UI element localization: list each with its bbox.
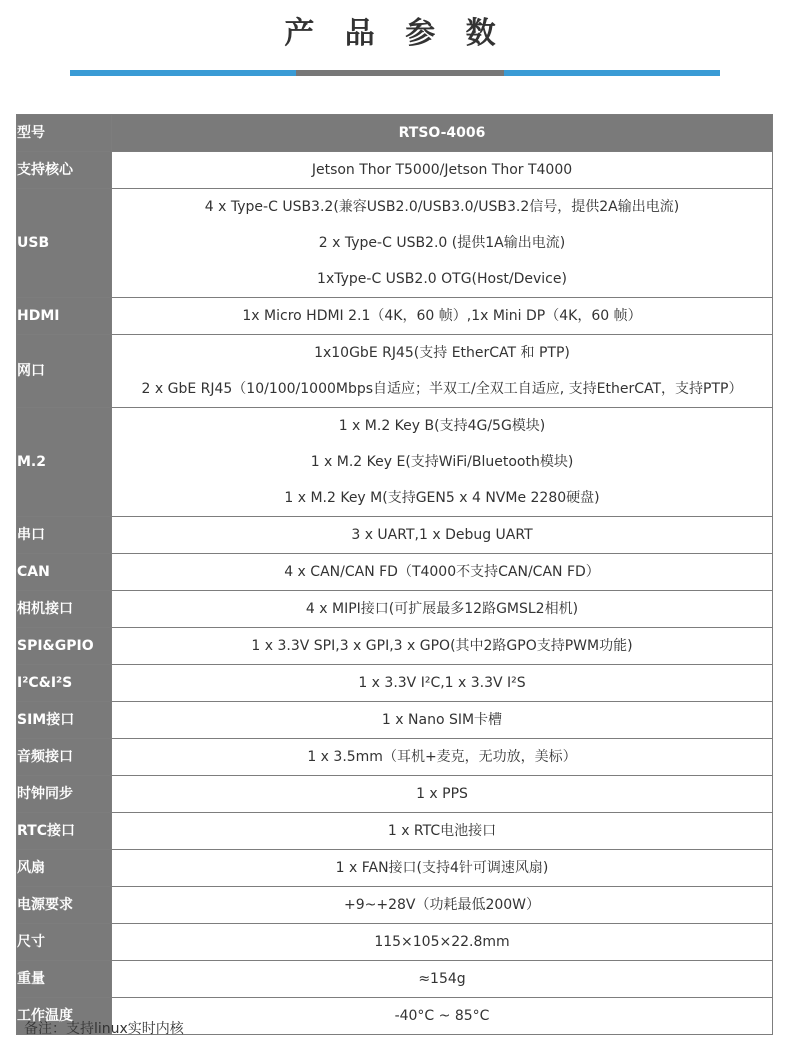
- spec-value-line: Jetson Thor T5000/Jetson Thor T4000: [311, 162, 573, 178]
- spec-value-line: 1 x PPS: [416, 786, 468, 802]
- spec-value-line: 115×105×22.8mm: [374, 934, 510, 950]
- table-row: [17, 887, 773, 924]
- spec-value-cell: [112, 924, 773, 961]
- spec-value-line: 1 x 3.5mm（耳机+麦克，无功放，美标）: [307, 749, 577, 765]
- table-row: [17, 702, 773, 739]
- table-row: [17, 961, 773, 998]
- table-row: [17, 628, 773, 665]
- spec-table: [16, 114, 773, 1035]
- title-underline-middle: [296, 70, 504, 76]
- spec-value-line: 1 x M.2 Key B(支持4G/5G模块): [338, 418, 546, 434]
- spec-value-cell: [112, 335, 773, 408]
- spec-value-cell: [112, 813, 773, 850]
- table-row: [17, 665, 773, 702]
- spec-key-cell: SIM接口: [17, 702, 112, 739]
- table-row: [17, 298, 773, 335]
- spec-key-cell: 网口: [17, 335, 112, 408]
- spec-value-line: 1x10GbE RJ45(支持 EtherCAT 和 PTP): [314, 345, 570, 361]
- spec-value-line: 1xType-C USB2.0 OTG(Host/Device): [317, 271, 567, 287]
- table-header-row: [17, 115, 773, 152]
- spec-key-cell: I²C&I²S: [17, 665, 112, 702]
- table-row: [17, 189, 773, 298]
- spec-value-line: 1 x M.2 Key E(支持WiFi/Bluetooth模块): [310, 454, 574, 470]
- spec-value-cell: [112, 628, 773, 665]
- table-row: [17, 554, 773, 591]
- spec-key-cell: 工作温度: [17, 998, 112, 1035]
- spec-value-cell: [112, 298, 773, 335]
- spec-value-cell: [112, 776, 773, 813]
- spec-key-cell: 支持核心: [17, 152, 112, 189]
- spec-key-cell: 相机接口: [17, 591, 112, 628]
- spec-value-cell: [112, 591, 773, 628]
- spec-value-line: 1x Micro HDMI 2.1（4K，60 帧）,1x Mini DP（4K，60 帧）: [242, 308, 642, 324]
- table-row: [17, 850, 773, 887]
- page-title: 产 品 参 数: [284, 16, 506, 51]
- spec-value-line: 1 x FAN接口(支持4针可调速风扇): [335, 860, 549, 876]
- spec-key-cell: CAN: [17, 554, 112, 591]
- spec-key-cell: M.2: [17, 408, 112, 517]
- header-key-cell: 型号: [17, 115, 112, 152]
- spec-value-cell: [112, 702, 773, 739]
- spec-key-cell: 尺寸: [17, 924, 112, 961]
- spec-value-line: 1 x RTC电池接口: [387, 823, 497, 839]
- title-underline-left: [70, 70, 296, 76]
- spec-value-cell: [112, 850, 773, 887]
- spec-value-cell: [112, 665, 773, 702]
- spec-value-line: -40°C ~ 85°C: [394, 1008, 490, 1024]
- spec-value-line: 1 x 3.3V I²C,1 x 3.3V I²S: [358, 675, 526, 691]
- spec-value-line: ≈154g: [418, 971, 466, 987]
- table-row: [17, 408, 773, 517]
- table-row: [17, 776, 773, 813]
- table-row: [17, 924, 773, 961]
- spec-key-cell: USB: [17, 189, 112, 298]
- footnote: 备注：支持linux实时内核: [24, 1021, 184, 1037]
- spec-value-line: 4 x Type-C USB3.2(兼容USB2.0/USB3.0/USB3.2信号，提供2A输出电流): [204, 199, 680, 215]
- spec-key-cell: SPI&GPIO: [17, 628, 112, 665]
- spec-key-cell: 音频接口: [17, 739, 112, 776]
- spec-key-cell: 重量: [17, 961, 112, 998]
- table-row: [17, 517, 773, 554]
- spec-value-line: 4 x MIPI接口(可扩展最多12路GMSL2相机): [305, 601, 579, 617]
- spec-value-cell: [112, 961, 773, 998]
- spec-value-cell: [112, 998, 773, 1035]
- spec-value-cell: [112, 739, 773, 776]
- spec-value-line: 1 x Nano SIM卡槽: [381, 712, 503, 728]
- spec-value-cell: [112, 887, 773, 924]
- spec-key-cell: 时钟同步: [17, 776, 112, 813]
- spec-value-line: 2 x GbE RJ45（10/100/1000Mbps自适应；半双工/全双工自适应, 支持EtherCAT，支持PTP）: [141, 381, 743, 397]
- table-row: [17, 739, 773, 776]
- spec-value-cell: [112, 517, 773, 554]
- title-underline-right: [504, 70, 720, 76]
- spec-value-line: +9~+28V（功耗最低200W）: [343, 897, 541, 913]
- spec-key-cell: HDMI: [17, 298, 112, 335]
- table-row: [17, 813, 773, 850]
- spec-value-cell: [112, 554, 773, 591]
- spec-value-cell: [112, 408, 773, 517]
- table-row: [17, 591, 773, 628]
- table-row: [17, 152, 773, 189]
- table-row: [17, 335, 773, 408]
- spec-key-cell: 串口: [17, 517, 112, 554]
- spec-key-cell: 电源要求: [17, 887, 112, 924]
- spec-value-cell: [112, 152, 773, 189]
- spec-value-cell: [112, 189, 773, 298]
- spec-value-line: 1 x 3.3V SPI,3 x GPI,3 x GPO(其中2路GPO支持PWM功能): [251, 638, 633, 654]
- spec-value-line: 1 x M.2 Key M(支持GEN5 x 4 NVMe 2280硬盘): [284, 490, 600, 506]
- spec-key-cell: 风扇: [17, 850, 112, 887]
- spec-value-line: 3 x UART,1 x Debug UART: [351, 527, 533, 543]
- spec-value-line: 4 x CAN/CAN FD（T4000不支持CAN/CAN FD）: [284, 564, 600, 580]
- spec-value-line: 2 x Type-C USB2.0 (提供1A输出电流): [318, 235, 566, 251]
- header-model-cell: RTSO-4006: [112, 115, 773, 152]
- spec-key-cell: RTC接口: [17, 813, 112, 850]
